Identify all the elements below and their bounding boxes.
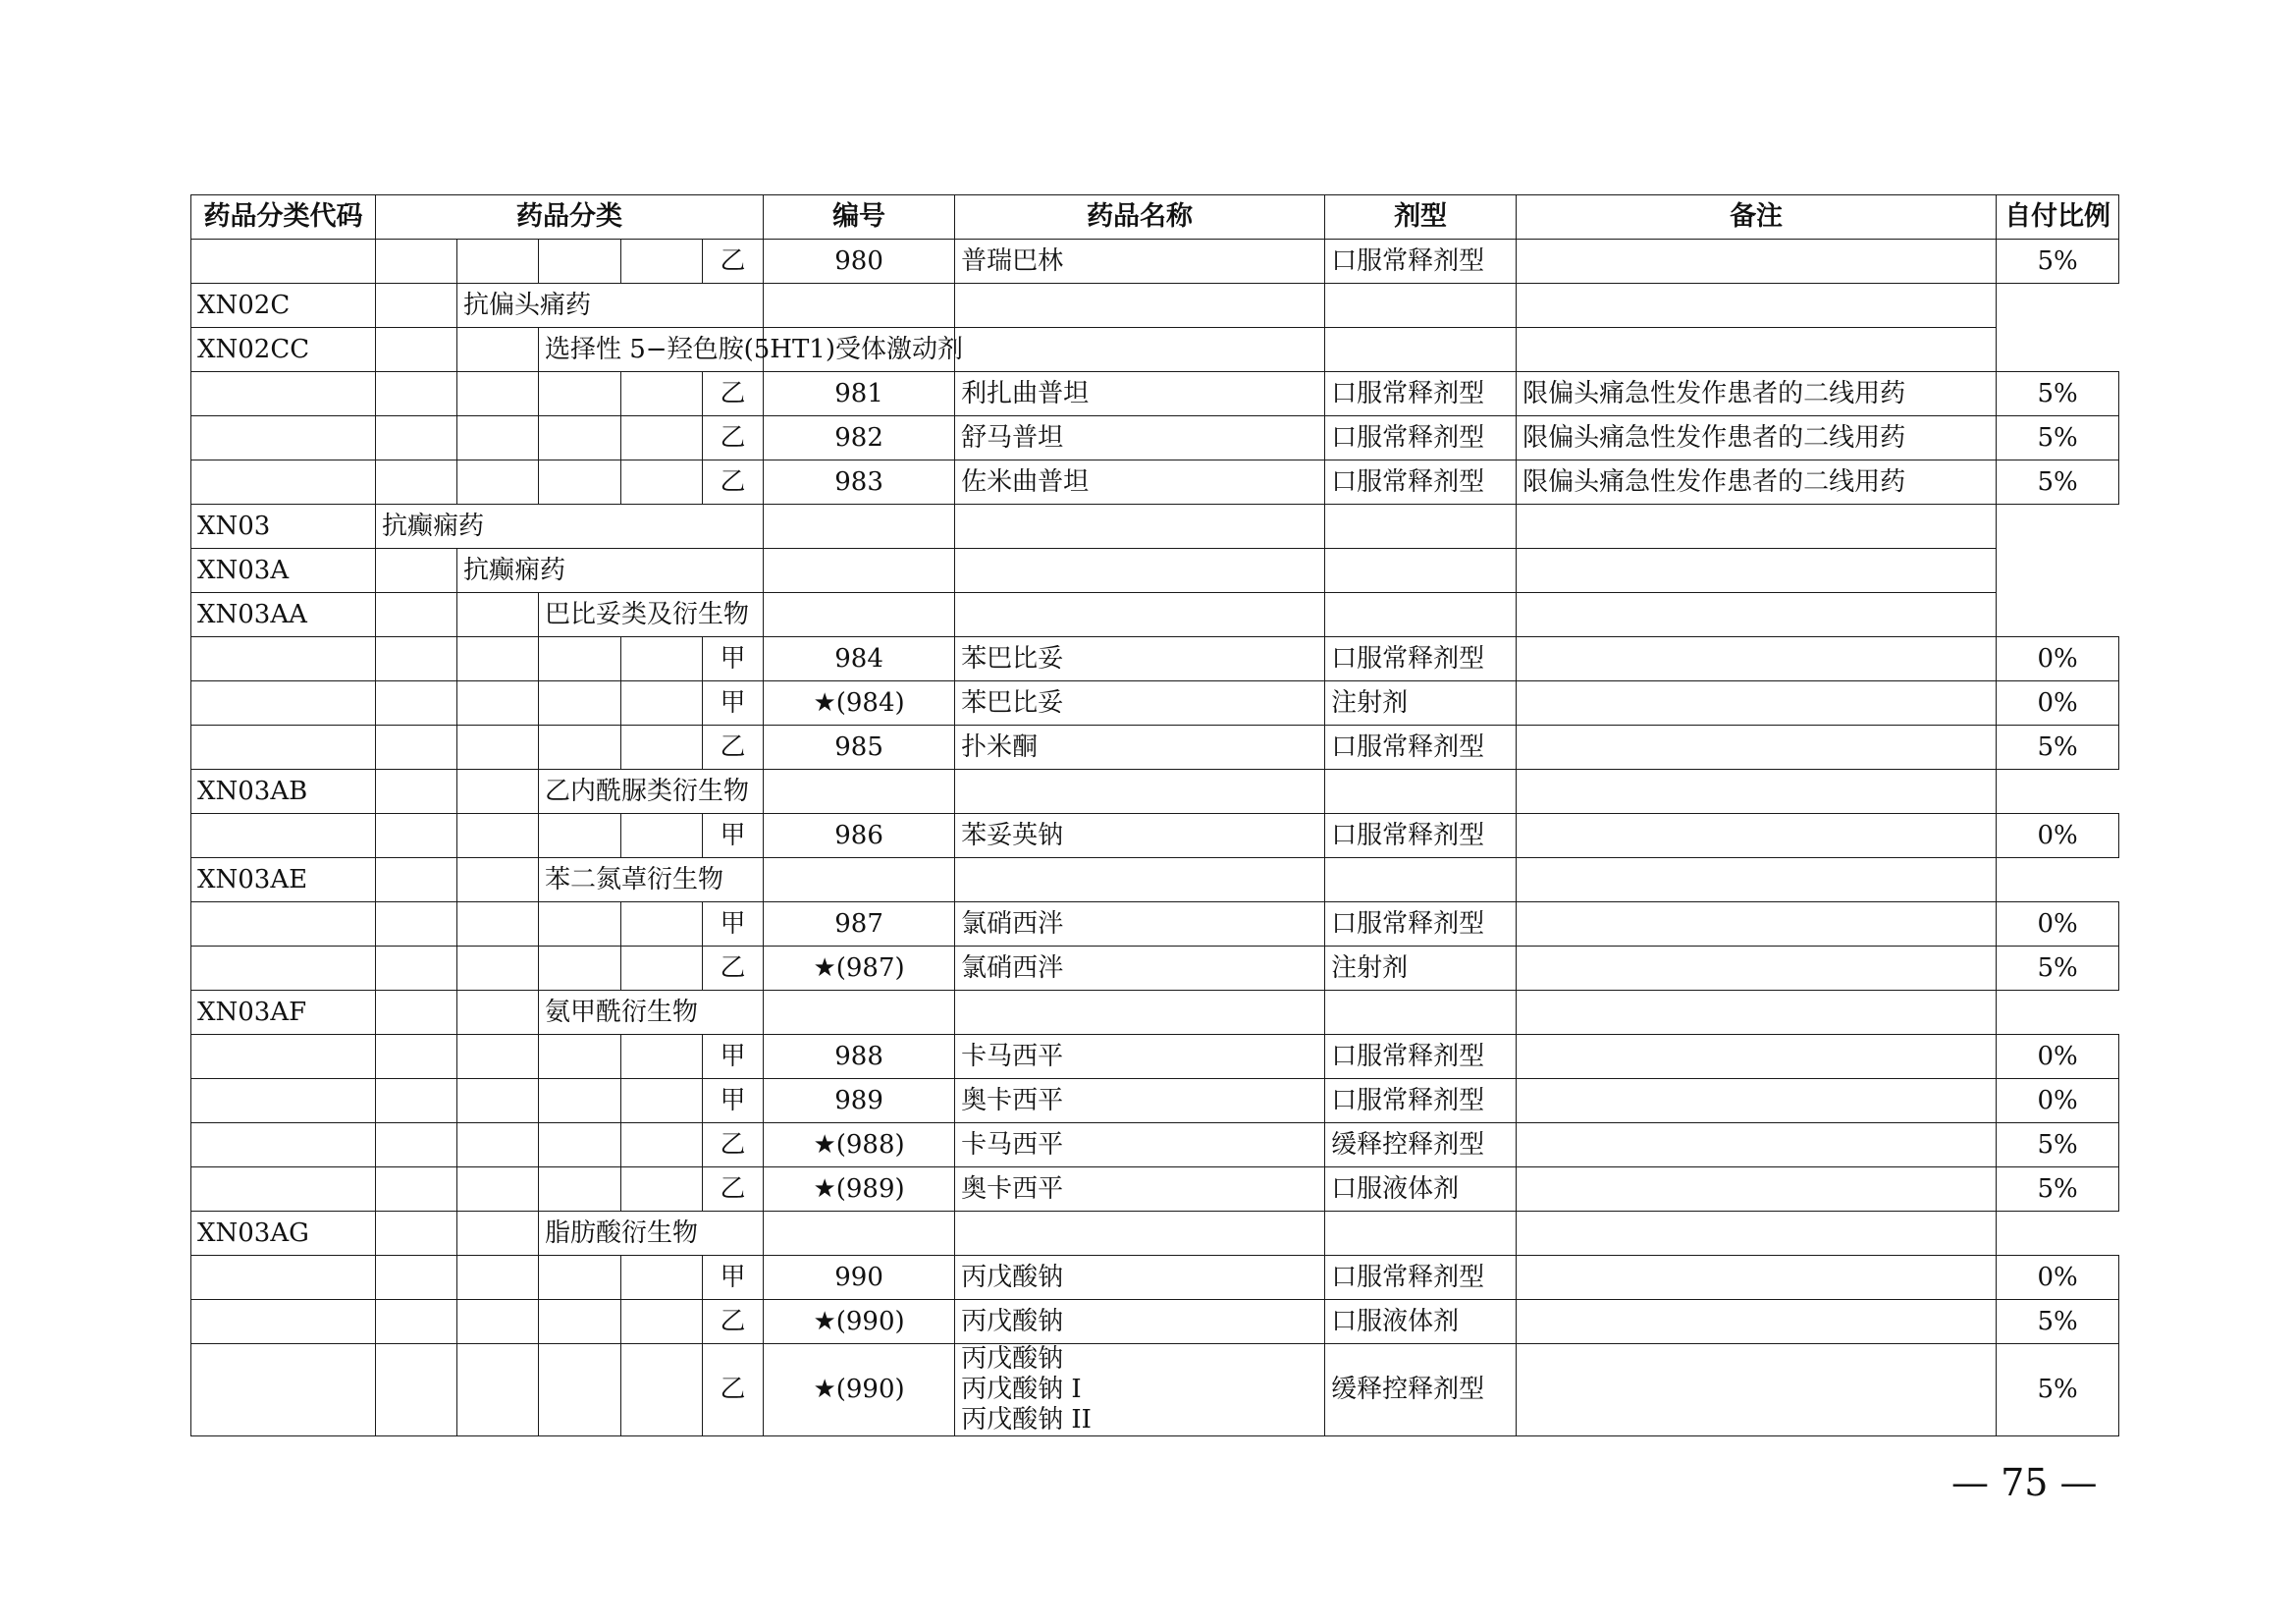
drug-class: 乙 [703, 726, 764, 770]
blank-cell [539, 1079, 621, 1123]
blank-cell [621, 726, 703, 770]
drug-class: 乙 [703, 1123, 764, 1167]
remark [1517, 637, 1997, 681]
dosage-form: 口服常释剂型 [1325, 460, 1517, 505]
dosage-form: 口服常释剂型 [1325, 372, 1517, 416]
blank-cell [376, 726, 457, 770]
blank-cell [764, 505, 955, 549]
category-label: 脂肪酸衍生物 [539, 1212, 764, 1256]
drug-class: 甲 [703, 681, 764, 726]
drug-class: 乙 [703, 1167, 764, 1212]
blank-cell [539, 1344, 621, 1436]
header-category: 药品分类 [376, 195, 764, 240]
drug-row [191, 372, 2119, 416]
blank-cell [764, 858, 955, 902]
drug-number: 987 [764, 902, 955, 947]
category-row [191, 1212, 2119, 1256]
category-code: XN03AE [191, 858, 376, 902]
blank-cell [764, 991, 955, 1035]
drug-row [191, 814, 2119, 858]
remark [1517, 1035, 1997, 1079]
category-code [191, 902, 376, 947]
drug-row [191, 726, 2119, 770]
drug-row [191, 1256, 2119, 1300]
category-row [191, 549, 2119, 593]
blank-cell [539, 814, 621, 858]
drug-name: 利扎曲普坦 [955, 372, 1325, 416]
remark: 限偏头痛急性发作患者的二线用药 [1517, 460, 1997, 505]
self-pay-ratio: 0% [1997, 1079, 2119, 1123]
remark [1517, 1344, 1997, 1436]
self-pay-ratio: 0% [1997, 1035, 2119, 1079]
blank-cell [955, 284, 1325, 328]
category-label: 氨甲酰衍生物 [539, 991, 764, 1035]
category-code: XN03 [191, 505, 376, 549]
self-pay-ratio: 5% [1997, 1123, 2119, 1167]
category-row [191, 505, 2119, 549]
remark [1517, 814, 1997, 858]
dosage-form: 口服常释剂型 [1325, 416, 1517, 460]
blank-cell [955, 549, 1325, 593]
remark [1517, 1300, 1997, 1344]
blank-cell [1325, 770, 1517, 814]
blank-cell [539, 1123, 621, 1167]
drug-class: 甲 [703, 814, 764, 858]
dosage-form: 缓释控释剂型 [1325, 1123, 1517, 1167]
drug-class: 乙 [703, 240, 764, 284]
category-code [191, 1344, 376, 1436]
blank-cell [1325, 328, 1517, 372]
blank-cell [955, 770, 1325, 814]
blank-cell [1325, 284, 1517, 328]
blank-cell [457, 1344, 539, 1436]
blank-cell [955, 1212, 1325, 1256]
category-code [191, 1123, 376, 1167]
category-label: 抗癫痫药 [457, 549, 764, 593]
drug-class: 甲 [703, 902, 764, 947]
dosage-form: 口服常释剂型 [1325, 902, 1517, 947]
blank-cell [539, 637, 621, 681]
blank-cell [376, 858, 457, 902]
blank-cell [457, 1079, 539, 1123]
blank-cell [539, 240, 621, 284]
dosage-form: 口服液体剂 [1325, 1167, 1517, 1212]
blank-cell [457, 460, 539, 505]
drug-row [191, 902, 2119, 947]
remark [1517, 240, 1997, 284]
blank-cell [457, 1256, 539, 1300]
blank-cell [539, 902, 621, 947]
category-label: 选择性 5−羟色胺(5HT1)受体激动剂 [539, 328, 764, 372]
dosage-form: 口服常释剂型 [1325, 726, 1517, 770]
blank-cell [457, 240, 539, 284]
blank-cell [1517, 1212, 1997, 1256]
drug-name: 奥卡西平 [955, 1167, 1325, 1212]
blank-cell [376, 1212, 457, 1256]
drug-class: 乙 [703, 1344, 764, 1436]
dosage-form: 口服常释剂型 [1325, 637, 1517, 681]
blank-cell [376, 902, 457, 947]
category-code: XN03AA [191, 593, 376, 637]
dosage-form: 口服常释剂型 [1325, 1256, 1517, 1300]
self-pay-ratio: 5% [1997, 1300, 2119, 1344]
drug-row [191, 1300, 2119, 1344]
drug-name [955, 1344, 1325, 1436]
blank-cell [621, 372, 703, 416]
drug-class: 乙 [703, 947, 764, 991]
blank-cell [1325, 858, 1517, 902]
blank-cell [1517, 991, 1997, 1035]
remark [1517, 1123, 1997, 1167]
dosage-form: 注射剂 [1325, 681, 1517, 726]
category-code: XN03AB [191, 770, 376, 814]
drug-number: ★(990) [764, 1344, 955, 1436]
blank-cell [457, 372, 539, 416]
blank-cell [621, 1344, 703, 1436]
blank-cell [376, 328, 457, 372]
drug-class: 甲 [703, 1035, 764, 1079]
blank-cell [457, 1035, 539, 1079]
header-code: 药品分类代码 [191, 195, 376, 240]
dosage-form: 口服常释剂型 [1325, 1035, 1517, 1079]
drug-class: 乙 [703, 460, 764, 505]
blank-cell [376, 1035, 457, 1079]
category-code [191, 416, 376, 460]
drug-number: ★(990) [764, 1300, 955, 1344]
blank-cell [1517, 770, 1997, 814]
drug-number: 980 [764, 240, 955, 284]
blank-cell [457, 681, 539, 726]
blank-cell [621, 1256, 703, 1300]
drug-row [191, 681, 2119, 726]
remark [1517, 1167, 1997, 1212]
header-ratio: 自付比例 [1997, 195, 2119, 240]
blank-cell [457, 593, 539, 637]
remark [1517, 1256, 1997, 1300]
remark [1517, 902, 1997, 947]
drug-number: 981 [764, 372, 955, 416]
drug-row [191, 1167, 2119, 1212]
blank-cell [621, 240, 703, 284]
drug-number: ★(988) [764, 1123, 955, 1167]
drug-name: 苯巴比妥 [955, 681, 1325, 726]
blank-cell [539, 1035, 621, 1079]
blank-cell [539, 726, 621, 770]
blank-cell [1517, 505, 1997, 549]
blank-cell [376, 991, 457, 1035]
category-code [191, 947, 376, 991]
category-code [191, 460, 376, 505]
dosage-form: 口服常释剂型 [1325, 814, 1517, 858]
drug-name-line: 丙戊酸钠 II [961, 1405, 1092, 1435]
category-code [191, 1079, 376, 1123]
blank-cell [376, 947, 457, 991]
category-row [191, 858, 2119, 902]
category-label: 抗癫痫药 [376, 505, 764, 549]
blank-cell [376, 681, 457, 726]
drug-row [191, 460, 2119, 505]
blank-cell [1325, 549, 1517, 593]
drug-row [191, 240, 2119, 284]
category-code: XN02C [191, 284, 376, 328]
blank-cell [955, 991, 1325, 1035]
blank-cell [1517, 549, 1997, 593]
self-pay-ratio: 5% [1997, 372, 2119, 416]
drug-row [191, 1123, 2119, 1167]
blank-cell [955, 593, 1325, 637]
header-remark: 备注 [1517, 195, 1997, 240]
category-code [191, 240, 376, 284]
drug-number: 984 [764, 637, 955, 681]
blank-cell [621, 1300, 703, 1344]
drug-catalog-table [190, 194, 2119, 1436]
category-code: XN03A [191, 549, 376, 593]
blank-cell [1517, 858, 1997, 902]
blank-cell [457, 814, 539, 858]
blank-cell [457, 902, 539, 947]
category-code [191, 1035, 376, 1079]
drug-name-line: 丙戊酸钠 [961, 1344, 1064, 1374]
drug-class: 甲 [703, 1079, 764, 1123]
category-label: 巴比妥类及衍生物 [539, 593, 764, 637]
remark: 限偏头痛急性发作患者的二线用药 [1517, 372, 1997, 416]
remark [1517, 681, 1997, 726]
blank-cell [955, 858, 1325, 902]
blank-cell [621, 1079, 703, 1123]
blank-cell [621, 814, 703, 858]
category-code [191, 814, 376, 858]
blank-cell [1517, 328, 1997, 372]
blank-cell [621, 1035, 703, 1079]
drug-number: 983 [764, 460, 955, 505]
drug-row [191, 947, 2119, 991]
blank-cell [376, 416, 457, 460]
category-code [191, 681, 376, 726]
blank-cell [376, 637, 457, 681]
self-pay-ratio: 5% [1997, 947, 2119, 991]
category-row [191, 991, 2119, 1035]
category-row [191, 593, 2119, 637]
drug-number: 986 [764, 814, 955, 858]
category-code [191, 726, 376, 770]
blank-cell [621, 681, 703, 726]
drug-name: 苯巴比妥 [955, 637, 1325, 681]
self-pay-ratio: 5% [1997, 1167, 2119, 1212]
category-code: XN03AG [191, 1212, 376, 1256]
blank-cell [621, 902, 703, 947]
blank-cell [376, 372, 457, 416]
category-code [191, 1167, 376, 1212]
drug-row [191, 637, 2119, 681]
drug-class: 甲 [703, 637, 764, 681]
category-code [191, 1300, 376, 1344]
drug-number: ★(984) [764, 681, 955, 726]
blank-cell [539, 1256, 621, 1300]
category-label: 乙内酰脲类衍生物 [539, 770, 764, 814]
blank-cell [376, 240, 457, 284]
drug-name: 氯硝西泮 [955, 902, 1325, 947]
self-pay-ratio: 5% [1997, 416, 2119, 460]
page-number: — 75 — [1951, 1461, 2098, 1504]
blank-cell [457, 1300, 539, 1344]
drug-name: 奥卡西平 [955, 1079, 1325, 1123]
blank-cell [457, 858, 539, 902]
table-body [191, 240, 2119, 1436]
blank-cell [457, 1167, 539, 1212]
category-label: 苯二氮䓬衍生物 [539, 858, 764, 902]
drug-name: 丙戊酸钠 [955, 1256, 1325, 1300]
blank-cell [457, 1212, 539, 1256]
drug-name: 氯硝西泮 [955, 947, 1325, 991]
drug-name-line: 丙戊酸钠 I [961, 1375, 1082, 1404]
blank-cell [764, 593, 955, 637]
category-code: XN03AF [191, 991, 376, 1035]
blank-cell [955, 328, 1325, 372]
self-pay-ratio: 5% [1997, 1344, 2119, 1436]
blank-cell [376, 1256, 457, 1300]
drug-class: 甲 [703, 1256, 764, 1300]
blank-cell [376, 284, 457, 328]
blank-cell [1325, 593, 1517, 637]
table-header-row [191, 195, 2119, 240]
category-code [191, 637, 376, 681]
drug-class: 乙 [703, 416, 764, 460]
blank-cell [1325, 505, 1517, 549]
blank-cell [457, 770, 539, 814]
blank-cell [539, 372, 621, 416]
drug-name: 扑米酮 [955, 726, 1325, 770]
drug-row [191, 1035, 2119, 1079]
dosage-form: 缓释控释剂型 [1325, 1344, 1517, 1436]
blank-cell [457, 947, 539, 991]
remark [1517, 947, 1997, 991]
category-row [191, 770, 2119, 814]
drug-class: 乙 [703, 1300, 764, 1344]
category-code [191, 1256, 376, 1300]
header-name: 药品名称 [955, 195, 1325, 240]
drug-row [191, 1079, 2119, 1123]
drug-number: 988 [764, 1035, 955, 1079]
drug-name: 苯妥英钠 [955, 814, 1325, 858]
blank-cell [539, 1167, 621, 1212]
self-pay-ratio: 0% [1997, 637, 2119, 681]
blank-cell [539, 681, 621, 726]
blank-cell [376, 593, 457, 637]
drug-number: 982 [764, 416, 955, 460]
drug-row [191, 1344, 2119, 1436]
drug-name: 丙戊酸钠 [955, 1300, 1325, 1344]
blank-cell [376, 1167, 457, 1212]
blank-cell [376, 1344, 457, 1436]
blank-cell [457, 637, 539, 681]
drug-number: 990 [764, 1256, 955, 1300]
blank-cell [621, 1123, 703, 1167]
blank-cell [539, 416, 621, 460]
blank-cell [376, 1079, 457, 1123]
blank-cell [539, 1300, 621, 1344]
self-pay-ratio: 5% [1997, 240, 2119, 284]
drug-row [191, 416, 2119, 460]
drug-number: ★(987) [764, 947, 955, 991]
remark [1517, 726, 1997, 770]
blank-cell [539, 460, 621, 505]
self-pay-ratio: 0% [1997, 902, 2119, 947]
blank-cell [376, 814, 457, 858]
blank-cell [457, 328, 539, 372]
drug-name: 普瑞巴林 [955, 240, 1325, 284]
remark: 限偏头痛急性发作患者的二线用药 [1517, 416, 1997, 460]
blank-cell [376, 770, 457, 814]
blank-cell [764, 284, 955, 328]
blank-cell [764, 770, 955, 814]
blank-cell [621, 637, 703, 681]
header-number: 编号 [764, 195, 955, 240]
blank-cell [376, 1300, 457, 1344]
blank-cell [621, 460, 703, 505]
blank-cell [457, 991, 539, 1035]
blank-cell [539, 947, 621, 991]
blank-cell [457, 1123, 539, 1167]
blank-cell [621, 1167, 703, 1212]
dosage-form: 口服常释剂型 [1325, 1079, 1517, 1123]
blank-cell [376, 460, 457, 505]
blank-cell [764, 1212, 955, 1256]
blank-cell [764, 549, 955, 593]
remark [1517, 1079, 1997, 1123]
drug-number: 989 [764, 1079, 955, 1123]
category-code: XN02CC [191, 328, 376, 372]
blank-cell [1325, 1212, 1517, 1256]
blank-cell [1517, 284, 1997, 328]
category-row [191, 328, 2119, 372]
self-pay-ratio: 0% [1997, 814, 2119, 858]
drug-name: 舒马普坦 [955, 416, 1325, 460]
blank-cell [1517, 593, 1997, 637]
dosage-form: 注射剂 [1325, 947, 1517, 991]
drug-name: 卡马西平 [955, 1035, 1325, 1079]
dosage-form: 口服液体剂 [1325, 1300, 1517, 1344]
category-code [191, 372, 376, 416]
blank-cell [955, 505, 1325, 549]
drug-class: 乙 [703, 372, 764, 416]
self-pay-ratio: 5% [1997, 460, 2119, 505]
blank-cell [1325, 991, 1517, 1035]
blank-cell [457, 726, 539, 770]
drug-number: ★(989) [764, 1167, 955, 1212]
self-pay-ratio: 0% [1997, 1256, 2119, 1300]
category-label: 抗偏头痛药 [457, 284, 764, 328]
category-row [191, 284, 2119, 328]
header-form: 剂型 [1325, 195, 1517, 240]
drug-number: 985 [764, 726, 955, 770]
blank-cell [457, 416, 539, 460]
drug-name: 卡马西平 [955, 1123, 1325, 1167]
self-pay-ratio: 5% [1997, 726, 2119, 770]
blank-cell [376, 549, 457, 593]
self-pay-ratio: 0% [1997, 681, 2119, 726]
dosage-form: 口服常释剂型 [1325, 240, 1517, 284]
blank-cell [621, 947, 703, 991]
blank-cell [621, 416, 703, 460]
drug-name: 佐米曲普坦 [955, 460, 1325, 505]
blank-cell [376, 1123, 457, 1167]
